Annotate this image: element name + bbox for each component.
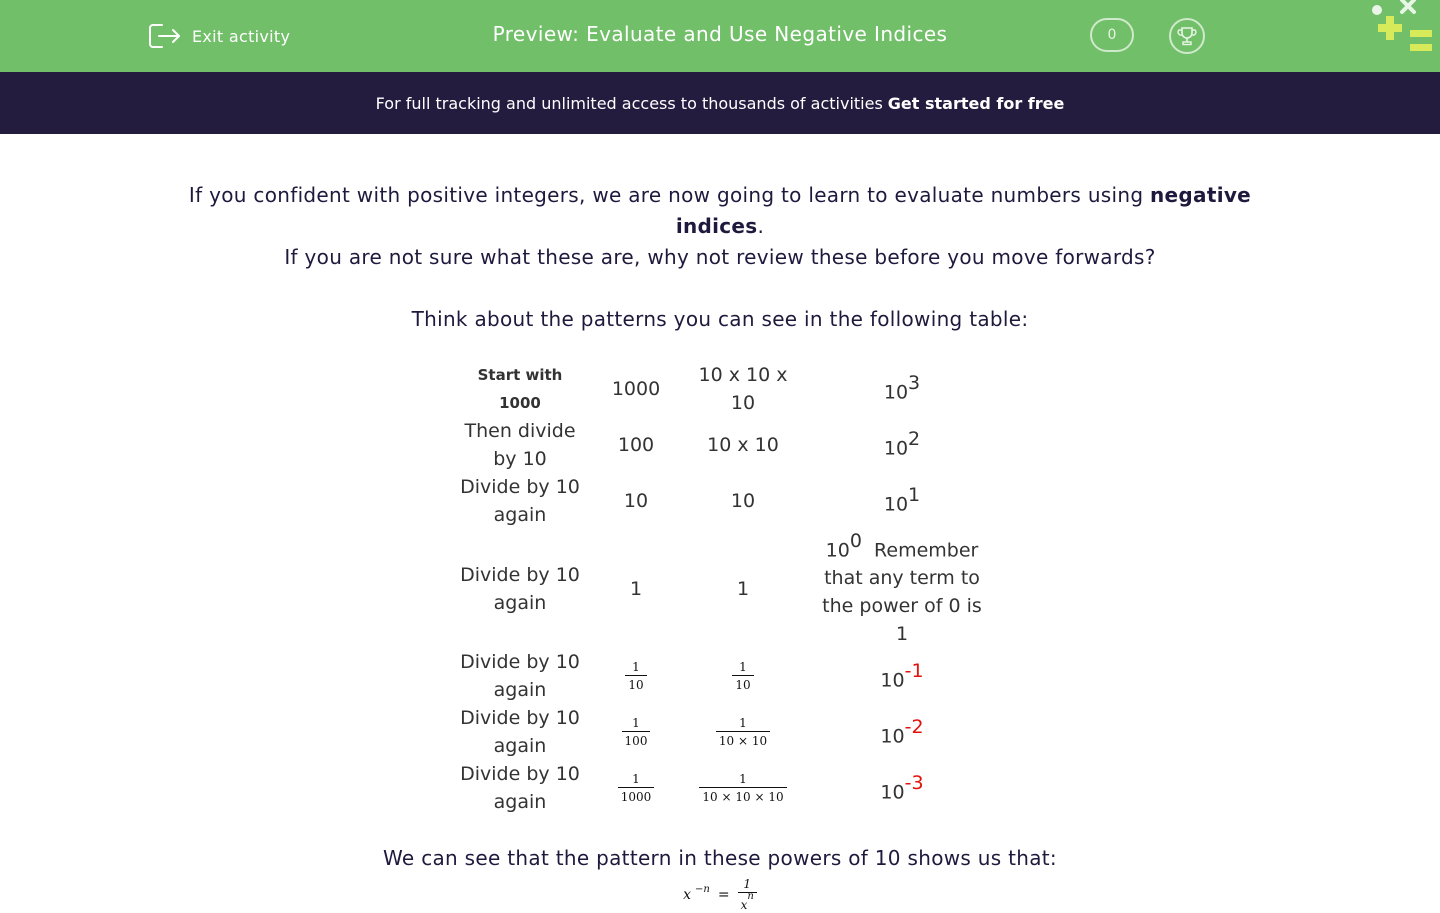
power-exponent: -1 [904, 659, 924, 682]
power-note: Remember that any term to the power of 0 is 1 [822, 539, 982, 646]
product-cell: 10 x 10 [707, 434, 779, 456]
exit-label: Exit activity [192, 26, 291, 46]
product-cell [677, 760, 809, 816]
fraction [732, 659, 753, 693]
power-base: 10 [880, 780, 905, 803]
value-cell: 10 [623, 490, 649, 512]
power-cell [809, 760, 995, 816]
intro-text [170, 180, 1270, 273]
table-row [445, 361, 995, 417]
table-row [445, 473, 995, 529]
denominator: 10 [625, 675, 646, 693]
pattern-table [445, 361, 995, 816]
value-cell: 100 [617, 434, 655, 456]
value-cell [595, 760, 677, 816]
numerator: 1 [632, 772, 640, 787]
logo-icon [1360, 0, 1440, 60]
power-base: 10 [880, 668, 905, 691]
table-row [445, 704, 995, 760]
conclusion-text: We can see that the pattern in these powers of 10 shows us that: [383, 846, 1057, 871]
product-cell [677, 648, 809, 704]
get-started-link[interactable]: Get started for free [887, 93, 1065, 113]
power-exponent: 1 [908, 484, 921, 507]
power-cell [809, 417, 995, 473]
power-exponent: 2 [908, 428, 921, 451]
formula-equals: = [717, 886, 730, 903]
intro-line1: If you confident with positive integers, we are now going to learn to evaluate numbers using [188, 183, 1144, 207]
step-label: Divide by 10 again [460, 476, 580, 526]
product-cell: 10 x 10 x 10 [698, 364, 788, 414]
power-exponent: -2 [904, 715, 924, 738]
intro-line2: If you are not sure what these are, why not review these before you move forwards? [284, 245, 1156, 269]
denominator: 10 × 10 [716, 731, 770, 749]
formula-exponent: −n [695, 884, 710, 896]
denominator: 1000 [618, 787, 655, 805]
fraction [699, 771, 786, 805]
exit-activity-button[interactable] [148, 20, 290, 52]
numerator: 1 [632, 660, 640, 675]
numerator: 1 [739, 772, 747, 787]
trophy-button[interactable] [1169, 18, 1205, 54]
denominator [738, 892, 757, 913]
fraction [625, 659, 646, 693]
value-cell [595, 704, 677, 760]
power-exponent: -3 [904, 771, 924, 794]
table-prompt: Think about the patterns you can see in the following table: [411, 307, 1029, 331]
table-row [445, 648, 995, 704]
value-cell [595, 648, 677, 704]
table-row [445, 760, 995, 816]
trophy-icon [1176, 25, 1198, 47]
step-label: Divide by 10 again [460, 563, 580, 614]
intro-period: . [757, 214, 765, 238]
page-title: Preview: Evaluate and Use Negative Indices [492, 22, 948, 46]
numerator: 1 [632, 716, 640, 731]
power-cell [809, 361, 995, 417]
power-base: 10 [825, 539, 850, 562]
activity-content [0, 180, 1440, 913]
step-label: Divide by 10 again [460, 707, 580, 758]
power-cell [809, 473, 995, 529]
top-bar [0, 0, 1440, 72]
power-cell [809, 529, 995, 648]
negative-index-formula [683, 876, 757, 913]
numerator: 1 [739, 660, 747, 675]
power-base: 10 [883, 493, 909, 516]
step-label: Then divide by 10 [464, 420, 576, 470]
power-exponent: 3 [908, 372, 921, 395]
banner-text: For full tracking and unlimited access to thousands of activities [375, 93, 883, 113]
value-cell: 1000 [611, 378, 661, 400]
fraction [716, 715, 770, 749]
step-label: Divide by 10 again [460, 651, 580, 702]
formula-base: x [683, 886, 692, 903]
power-base: 10 [880, 724, 905, 747]
denominator: 100 [622, 731, 651, 749]
fraction [622, 715, 651, 749]
signup-banner [0, 72, 1440, 134]
table-row [445, 417, 995, 473]
denominator-base: x [740, 898, 748, 913]
fraction [618, 771, 655, 805]
power-cell [809, 648, 995, 704]
product-cell [677, 704, 809, 760]
value-cell: 1 [629, 577, 643, 600]
denominator: 10 × 10 × 10 [699, 787, 786, 805]
formula-fraction [738, 876, 757, 913]
step-label: Start with 1000 [477, 366, 563, 412]
exit-icon [148, 22, 182, 50]
numerator: 1 [743, 877, 752, 892]
power-base: 10 [883, 381, 909, 404]
product-cell: 10 [730, 490, 756, 512]
intro-bold-term: negative indices [675, 183, 1252, 238]
power-exponent: 0 [849, 530, 862, 552]
power-cell [809, 704, 995, 760]
denominator: 10 [732, 675, 753, 693]
table-row [445, 529, 995, 648]
score-badge: 0 [1090, 18, 1134, 52]
power-base: 10 [883, 437, 909, 460]
denominator-exponent: n [747, 891, 754, 903]
numerator: 1 [739, 716, 747, 731]
step-label: Divide by 10 again [460, 763, 580, 814]
product-cell: 1 [736, 577, 750, 600]
